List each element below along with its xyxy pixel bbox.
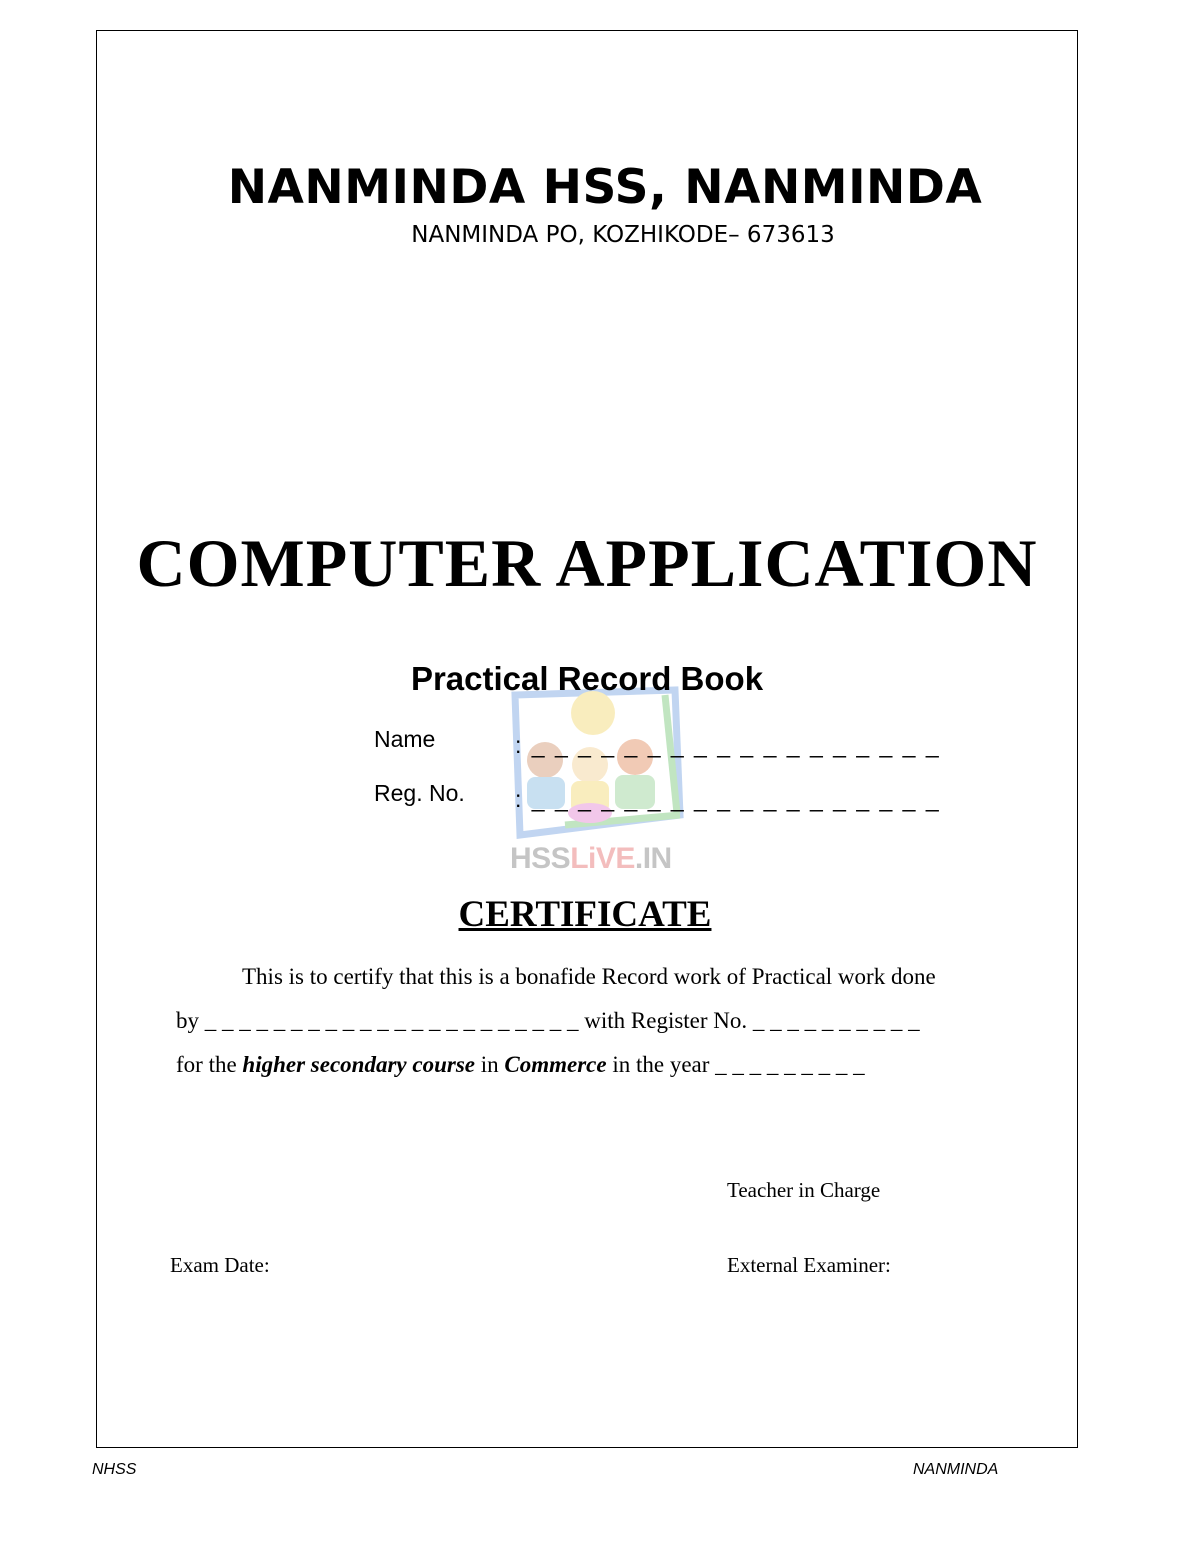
cert-for-the: for the (176, 1052, 237, 1077)
cert-register-blank: _ _ _ _ _ _ _ _ _ _ (752, 1008, 920, 1033)
certificate-line-1: This is to certify that this is a bonafide Record work of Practical work done (242, 964, 936, 989)
name-label: Name (374, 726, 436, 752)
cert-in: in (480, 1052, 499, 1077)
certificate-line-2 (176, 1008, 920, 1034)
hsslive-watermark-text: HSSLiVE.IN (510, 842, 672, 875)
footer-right: NANMINDA (913, 1461, 999, 1478)
cert-in-the-year: in the year (612, 1052, 710, 1077)
school-name: NANMINDA HSS, NANMINDA (227, 160, 983, 215)
record-book-title: Practical Record Book (410, 660, 764, 697)
name-blank: : _ _ _ _ _ _ _ _ _ _ _ _ _ _ _ _ _ _ (515, 732, 941, 758)
cert-course: higher secondary course (242, 1052, 475, 1077)
footer-left: NHSS (92, 1461, 137, 1478)
cert-register-label: with Register No. (584, 1008, 748, 1033)
certificate-title: CERTIFICATE (458, 894, 712, 935)
teacher-in-charge-label: Teacher in Charge (727, 1178, 881, 1202)
school-address: NANMINDA PO, KOZHIKODE– 673613 (411, 222, 835, 248)
cert-by: by (176, 1008, 199, 1033)
certificate-line-3 (176, 1052, 865, 1078)
external-examiner-label: External Examiner: (727, 1253, 891, 1277)
cert-stream: Commerce (504, 1052, 607, 1077)
reg-no-blank: : _ _ _ _ _ _ _ _ _ _ _ _ _ _ _ _ _ _ (515, 786, 941, 812)
cert-year-blank: _ _ _ _ _ _ _ _ _ (715, 1052, 865, 1077)
exam-date-label: Exam Date: (170, 1253, 270, 1277)
subject-title: COMPUTER APPLICATION (136, 525, 1038, 601)
reg-no-label: Reg. No. (374, 780, 465, 806)
cert-name-blank: _ _ _ _ _ _ _ _ _ _ _ _ _ _ _ _ _ _ _ _ _ _ (204, 1008, 579, 1033)
